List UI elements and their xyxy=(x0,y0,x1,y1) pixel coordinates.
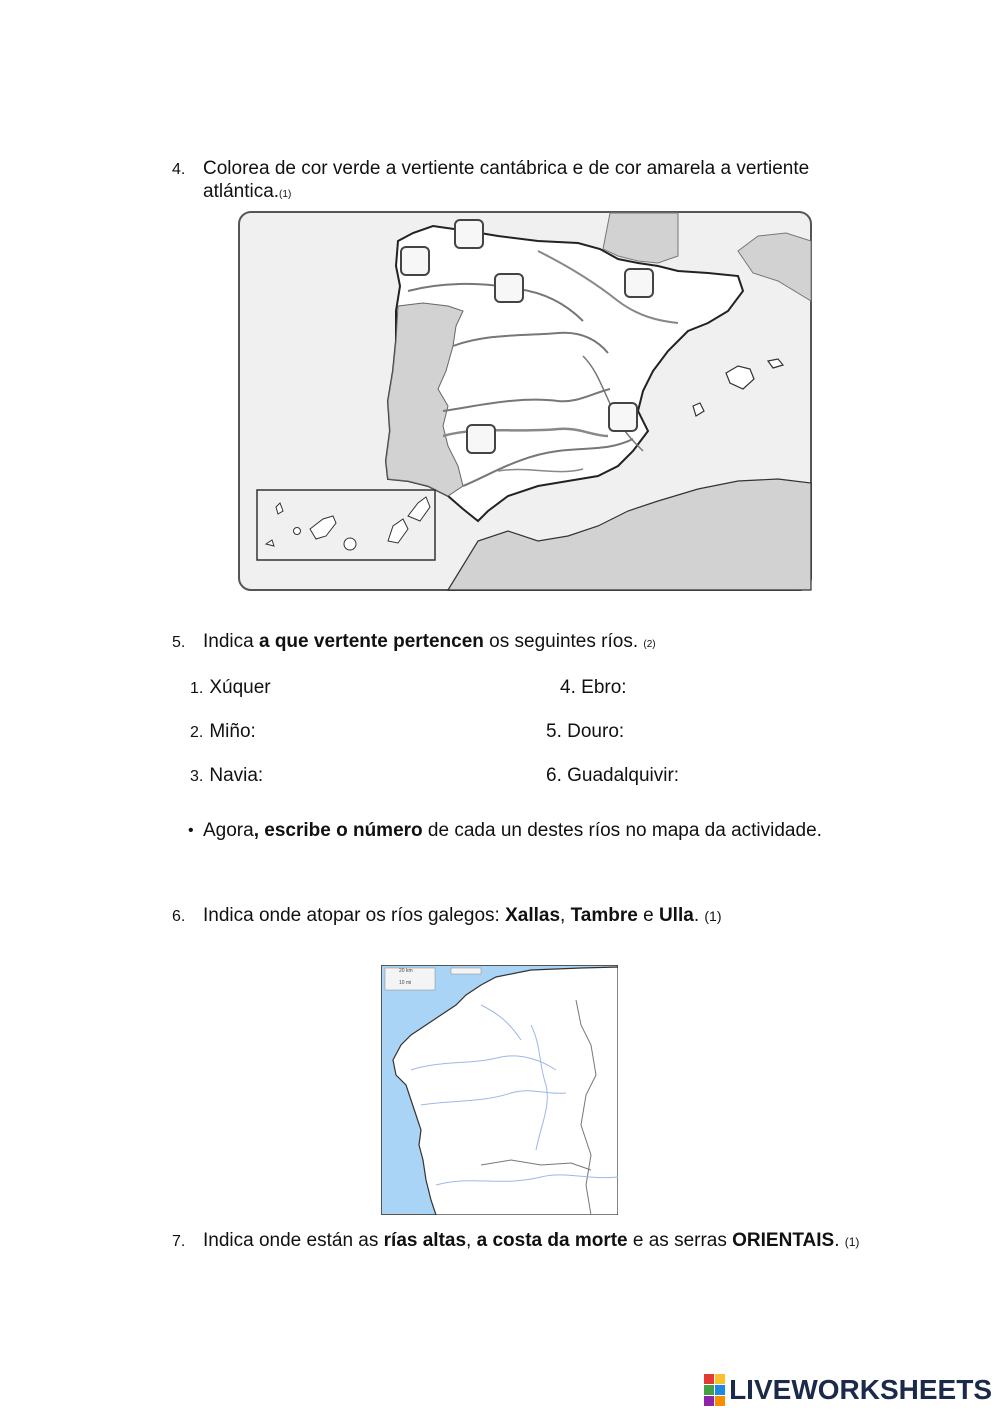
answer-box-6[interactable] xyxy=(466,424,496,454)
logo-text: LIVEWORKSHEETS xyxy=(729,1374,992,1405)
answer-box-4[interactable] xyxy=(624,268,654,298)
spain-rivers-map xyxy=(238,211,812,591)
question-4 xyxy=(172,157,872,206)
scale-km: 20 km xyxy=(399,968,413,974)
galicia-rivers-map xyxy=(381,965,618,1215)
question-5 xyxy=(172,630,872,656)
points: (1) xyxy=(704,908,722,924)
river-item-4[interactable]: 4. Ebro: xyxy=(560,677,627,698)
river-item-3[interactable]: 3. Navia: xyxy=(190,765,264,786)
question-text: Indica a que vertente pertencen os seguintes ríos. (2) xyxy=(203,631,656,652)
river-item-5[interactable]: 5. Douro: xyxy=(546,721,625,742)
question-number: 6. xyxy=(172,908,186,925)
points: (1) xyxy=(844,1235,860,1249)
answer-box-1[interactable] xyxy=(454,219,484,249)
question-7 xyxy=(172,1229,872,1254)
question-number: 7. xyxy=(172,1233,186,1250)
instruction-bullet: • Agora, escribe o número de cada un destes ríos no mapa da actividade. xyxy=(188,820,822,841)
river-item-1[interactable]: 1. Xúquer xyxy=(190,677,271,698)
answer-box-3[interactable] xyxy=(494,273,524,303)
logo-blocks-icon xyxy=(704,1374,725,1406)
liveworksheets-logo[interactable] xyxy=(704,1373,992,1407)
river-item-2[interactable]: 2. Miño: xyxy=(190,721,256,742)
question-text: Colorea de cor verde a vertiente cantábrica e de cor amarela a vertiente atlántica.(1) xyxy=(203,158,810,202)
river-item-6[interactable]: 6. Guadalquivir: xyxy=(546,765,680,786)
bullet-symbol: • xyxy=(188,822,194,839)
points: (2) xyxy=(643,639,656,650)
question-text: Indica onde están as rías altas, a costa da morte e as serras ORIENTAIS. (1) xyxy=(203,1230,860,1251)
question-number: 4. xyxy=(172,161,186,178)
answer-box-2[interactable] xyxy=(400,246,430,276)
scale-mi: 10 mi xyxy=(399,980,412,986)
question-text: Indica onde atopar os ríos galegos: Xallas, Tambre e Ulla. (1) xyxy=(203,905,722,926)
points: (1) xyxy=(279,189,292,200)
answer-box-5[interactable] xyxy=(608,402,638,432)
question-6 xyxy=(172,904,872,928)
question-number: 5. xyxy=(172,634,186,651)
